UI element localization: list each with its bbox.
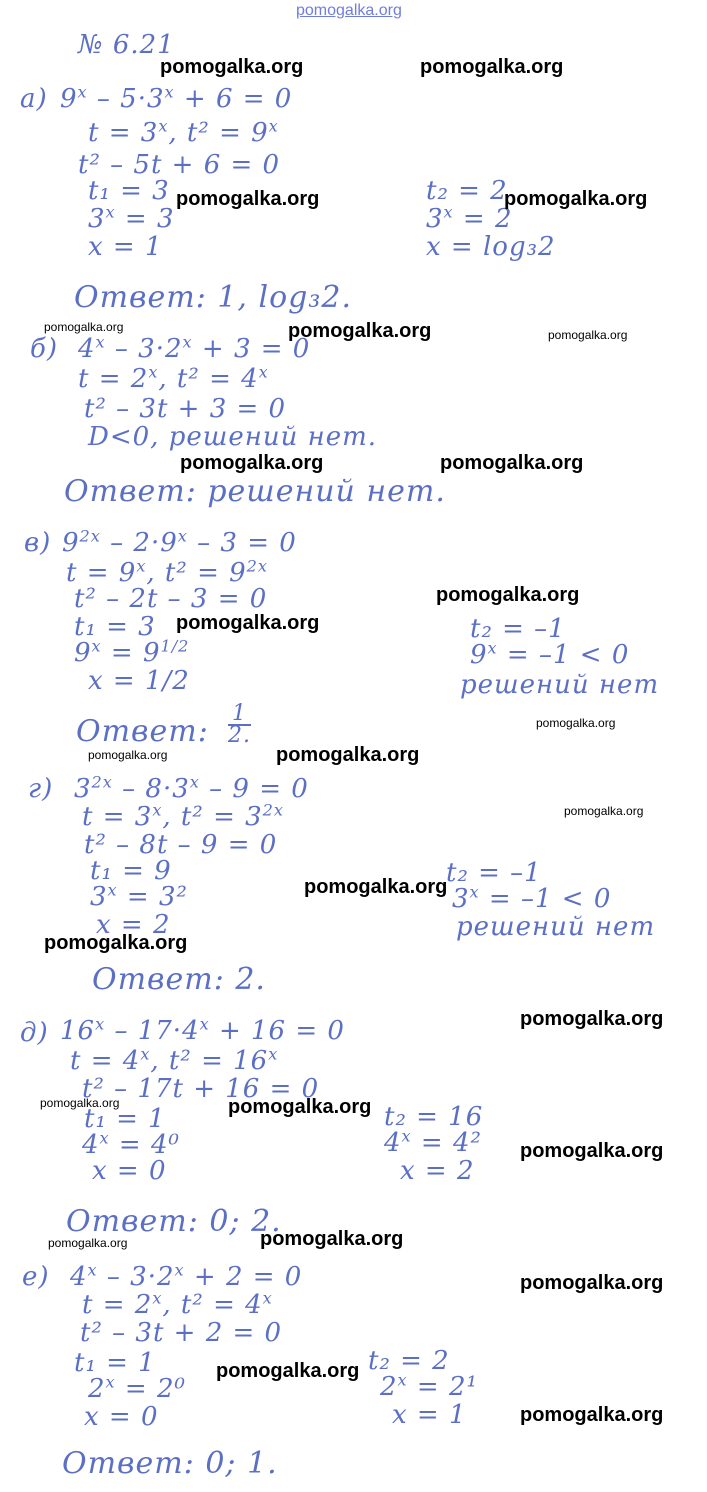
part-label: б) — [30, 334, 59, 364]
power-eq-2: 9$^x$ = –1 < 0 — [470, 638, 630, 670]
root-1: t₁ = 1 — [74, 1348, 156, 1378]
watermark: pomogalka.org — [288, 320, 432, 342]
header-watermark[interactable]: pomogalka.org — [296, 2, 402, 19]
watermark: pomogalka.org — [520, 1140, 664, 1162]
substitution: $t = 3^x$, $t^2 = 9^x$ — [88, 116, 279, 148]
no-solution-note: решений нет — [456, 912, 656, 942]
x-value-1: x = 2 — [96, 910, 171, 940]
watermark: pomogalka.org — [44, 320, 124, 334]
answer: Ответ: — [76, 714, 209, 749]
x-value-1: x = 0 — [92, 1156, 167, 1186]
watermark: pomogalka.org — [520, 1008, 664, 1030]
equation: $4^x - 3\cdot 2^x + 2 = 0$ — [70, 1260, 303, 1292]
root-2: t₂ = 2 — [368, 1346, 450, 1376]
watermark: pomogalka.org — [440, 452, 584, 474]
x-value-2: x = log₃2 — [426, 232, 556, 262]
watermark: pomogalka.org — [436, 584, 580, 606]
substitution: $t = 3^x$, $t^2 = 3^{2x}$ — [82, 800, 285, 832]
watermark: pomogalka.org — [504, 188, 648, 210]
power-eq-2: 3$^x$ = –1 < 0 — [452, 882, 612, 914]
power-eq-2: 3$^x$ = 2 — [426, 202, 513, 234]
watermark: pomogalka.org — [304, 876, 448, 898]
answer: Ответ: 0; 2. — [66, 1204, 282, 1239]
watermark: pomogalka.org — [520, 1404, 664, 1426]
quadratic: t² – 5t + 6 = 0 — [78, 150, 281, 180]
power-eq-1: $9^x = 9^{1/2}$ — [74, 636, 190, 668]
fraction-denominator: 2. — [228, 723, 251, 748]
quadratic: t² – 2t – 3 = 0 — [74, 584, 268, 614]
watermark: pomogalka.org — [88, 748, 168, 762]
part-label: в) — [24, 528, 52, 558]
x-value-1: x = 1/2 — [88, 666, 190, 696]
fraction-numerator: 1 — [228, 704, 251, 726]
part-label: г) — [28, 774, 54, 804]
part-label: д) — [20, 1018, 49, 1048]
quadratic: t² – 3t + 2 = 0 — [80, 1318, 283, 1348]
answer: Ответ: решений нет. — [64, 474, 446, 509]
watermark: pomogalka.org — [548, 328, 628, 342]
watermark: pomogalka.org — [160, 56, 304, 78]
watermark: pomogalka.org — [276, 744, 420, 766]
power-eq-1: 2$^x$ = 2⁰ — [88, 1372, 186, 1404]
x-value-2: x = 2 — [400, 1156, 475, 1186]
answer-fraction — [228, 701, 251, 748]
root-1: t₁ = 9 — [90, 856, 172, 886]
root-1: t₁ = 3 — [88, 176, 170, 206]
root-1: t₁ = 3 — [74, 612, 156, 642]
part-label: а) — [20, 84, 48, 114]
watermark: pomogalka.org — [260, 1228, 404, 1250]
root-2: t₂ = –1 — [446, 858, 542, 888]
equation: $16^x - 17\cdot 4^x + 16 = 0$ — [60, 1014, 345, 1046]
watermark: pomogalka.org — [176, 612, 320, 634]
root-2: t₂ = 16 — [384, 1102, 484, 1132]
x-value-1: x = 0 — [84, 1402, 159, 1432]
quadratic: t² – 8t – 9 = 0 — [84, 830, 278, 860]
substitution: $t = 4^x$, $t^2 = 16^x$ — [70, 1044, 279, 1076]
x-value-2: x = 1 — [392, 1400, 467, 1430]
watermark: pomogalka.org — [40, 1096, 120, 1110]
no-solution-note: решений нет — [460, 670, 660, 700]
watermark: pomogalka.org — [564, 804, 644, 818]
watermark: pomogalka.org — [216, 1360, 360, 1382]
quadratic: t² – 3t + 3 = 0 — [84, 394, 287, 424]
substitution: $t = 2^x$, $t^2 = 4^x$ — [82, 1288, 273, 1320]
problem-number: № 6.21 — [78, 30, 175, 60]
watermark: pomogalka.org — [44, 932, 188, 954]
power-eq-2: 2$^x$ = 2¹ — [380, 1370, 478, 1402]
substitution: $t = 2^x$, $t^2 = 4^x$ — [78, 362, 269, 394]
root-2: t₂ = –1 — [470, 614, 566, 644]
answer: Ответ: 2. — [92, 962, 266, 997]
watermark: pomogalka.org — [420, 56, 564, 78]
equation: $4^x - 3\cdot 2^x + 3 = 0$ — [78, 332, 311, 364]
quadratic: t² – 17t + 16 = 0 — [82, 1074, 320, 1104]
power-eq-1: 4$^x$ = 4⁰ — [82, 1128, 180, 1160]
watermark: pomogalka.org — [48, 1236, 128, 1250]
power-eq-1: 3$^x$ = 3 — [88, 202, 175, 234]
substitution: $t = 9^x$, $t^2 = 9^{2x}$ — [66, 556, 269, 588]
equation: $9^{2x} - 2\cdot 9^x - 3 = 0$ — [62, 526, 297, 558]
answer: Ответ: 1, log₃2. — [74, 280, 353, 315]
answer: Ответ: 0; 1. — [62, 1446, 278, 1481]
discriminant-note: D<0, решений нет. — [88, 422, 378, 452]
watermark: pomogalka.org — [520, 1272, 664, 1294]
equation: $3^{2x} - 8\cdot 3^x - 9 = 0$ — [74, 772, 309, 804]
watermark: pomogalka.org — [176, 188, 320, 210]
watermark: pomogalka.org — [180, 452, 324, 474]
power-eq-2: 4$^x$ = 4² — [384, 1126, 482, 1158]
equation: $9^x - 5\cdot 3^x + 6 = 0$ — [60, 82, 293, 114]
x-value-1: x = 1 — [88, 232, 163, 262]
root-2: t₂ = 2 — [426, 176, 508, 206]
root-1: t₁ = 1 — [84, 1104, 166, 1134]
power-eq-1: 3$^x$ = 3² — [90, 880, 188, 912]
watermark: pomogalka.org — [228, 1096, 372, 1118]
watermark: pomogalka.org — [536, 716, 616, 730]
part-label: е) — [22, 1262, 50, 1292]
